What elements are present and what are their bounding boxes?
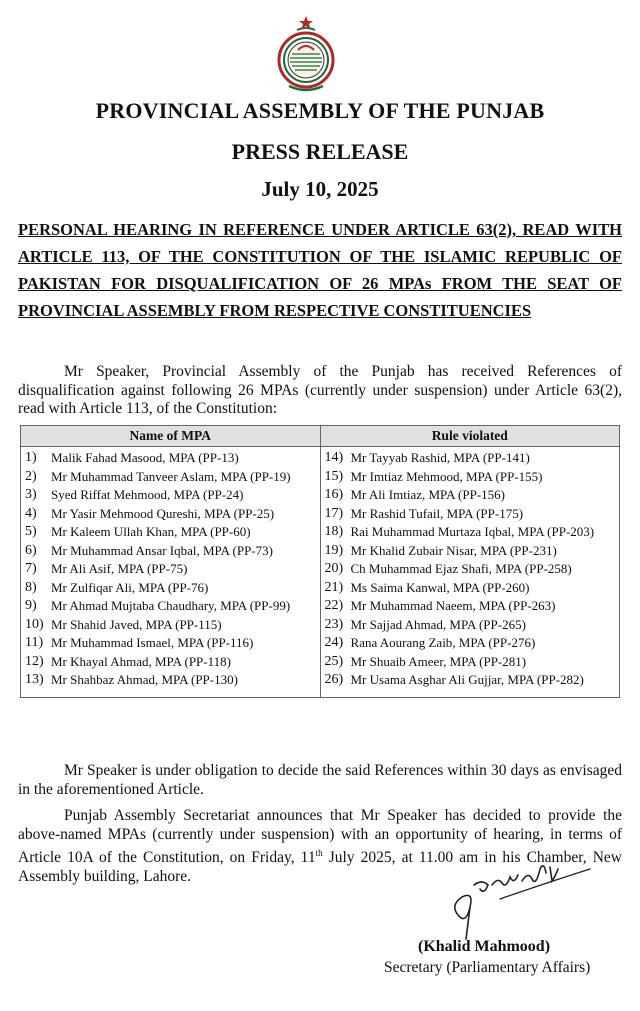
mpa-name: Mr Shahbaz Ahmad, MPA (PP-130) xyxy=(51,672,238,687)
mpa-name: Mr Yasir Mehmood Qureshi, MPA (PP-25) xyxy=(51,505,275,521)
release-date: July 10, 2025 xyxy=(261,177,379,201)
mpa-name: Ms Saima Kanwal, MPA (PP-260) xyxy=(350,579,530,595)
list-item xyxy=(25,487,314,503)
mpa-list-left xyxy=(21,447,321,698)
item-number: 26) xyxy=(324,672,344,687)
mpa-name: Mr Muhammad Ansar Iqbal, MPA (PP-73) xyxy=(51,542,273,558)
item-number: 9) xyxy=(25,598,37,613)
item-number: 10) xyxy=(25,616,44,632)
item-number: 11) xyxy=(25,635,44,650)
list-item xyxy=(325,580,614,596)
obligation-paragraph: Mr Speaker is under obligation to decide the said References within 30 days as envisaged in the aforementioned Article. xyxy=(18,762,622,798)
list-item xyxy=(25,469,314,485)
item-number: 17) xyxy=(324,505,344,521)
mpa-table xyxy=(20,425,620,698)
mpa-name: Mr Kaleem Ullah Khan, MPA (PP-60) xyxy=(51,524,251,539)
list-item xyxy=(325,635,614,651)
list-item xyxy=(325,450,614,466)
item-number: 23) xyxy=(324,616,344,632)
list-item xyxy=(25,635,314,651)
item-number: 7) xyxy=(25,561,37,576)
list-item xyxy=(25,672,314,688)
mpa-name: Mr Shuaib Ameer, MPA (PP-281) xyxy=(350,653,527,669)
list-item xyxy=(25,450,314,466)
signatory-title: Secretary (Parliamentary Affairs) xyxy=(384,959,591,976)
mpa-name: Mr Ahmad Mujtaba Chaudhary, MPA (PP-99) xyxy=(51,598,291,613)
mpa-name: Mr Usama Asghar Ali Gujjar, MPA (PP-282) xyxy=(350,672,584,687)
list-item xyxy=(325,524,614,540)
mpa-name: Mr Rashid Tufail, MPA (PP-175) xyxy=(350,505,524,521)
ordinal-suffix: th xyxy=(315,848,323,858)
mpa-name: Mr Zulfiqar Ali, MPA (PP-76) xyxy=(51,579,209,595)
item-number: 12) xyxy=(25,653,44,669)
item-number: 8) xyxy=(25,579,37,595)
signatory-name: (Khalid Mahmood) xyxy=(418,938,551,955)
mpa-name: Rana Aourang Zaib, MPA (PP-276) xyxy=(350,635,536,650)
announcement-text-end: July 2025, at 11.00 am in his Chamber, New Assembly building, Lahore. xyxy=(18,849,622,885)
list-item xyxy=(325,598,614,614)
mpa-name: Mr Imtiaz Mehmood, MPA (PP-155) xyxy=(350,468,543,484)
list-item xyxy=(325,617,614,633)
mpa-name: Mr Muhammad Tanveer Aslam, MPA (PP-19) xyxy=(51,468,291,484)
press-release-heading: PRESS RELEASE xyxy=(231,139,409,164)
item-number: 2) xyxy=(25,468,37,484)
list-item xyxy=(325,487,614,503)
list-item xyxy=(325,469,614,485)
item-number: 14) xyxy=(324,450,344,465)
item-number: 3) xyxy=(25,487,37,502)
item-number: 1) xyxy=(25,450,37,465)
mpa-list-right xyxy=(320,447,620,698)
item-number: 21) xyxy=(324,579,344,595)
mpa-name: Mr Shahid Javed, MPA (PP-115) xyxy=(51,616,222,632)
list-item xyxy=(325,561,614,577)
item-number: 24) xyxy=(324,635,344,650)
mpa-name: Mr Sajjad Ahmad, MPA (PP-265) xyxy=(350,616,526,632)
mpa-name: Mr Muhammad Naeem, MPA (PP-263) xyxy=(350,598,556,613)
item-number: 15) xyxy=(324,468,344,484)
mpa-name: Mr Khayal Ahmad, MPA (PP-118) xyxy=(51,653,231,669)
mpa-name: Mr Khalid Zubair Nisar, MPA (PP-231) xyxy=(350,542,557,558)
mpa-name: Rai Muhammad Murtaza Iqbal, MPA (PP-203) xyxy=(350,524,595,539)
list-item xyxy=(25,506,314,522)
item-number: 18) xyxy=(324,524,344,539)
item-number: 25) xyxy=(324,653,344,669)
list-item xyxy=(25,543,314,559)
subject-heading: PERSONAL HEARING IN REFERENCE UNDER ARTICLE 63(2), READ WITH ARTICLE 113, OF THE CONSTITUTION OF THE ISLAMIC REPUBLIC OF PAKISTAN FOR DISQUALIFICATION OF 26 MPAs FROM THE SEAT OF PROVINCIAL ASSEMBLY FROM RESPECTIVE CONSTITUENCIES xyxy=(18,220,622,320)
list-item xyxy=(25,561,314,577)
mpa-name: Syed Riffat Mehmood, MPA (PP-24) xyxy=(51,487,244,502)
item-number: 22) xyxy=(324,598,344,613)
item-number: 5) xyxy=(25,524,37,539)
intro-paragraph: Mr Speaker, Provincial Assembly of the Punjab has received References of disqualification against following 26 MPAs (currently under suspension) under Article 63(2), read with Article 113, of the Constitution: xyxy=(18,363,622,417)
item-number: 19) xyxy=(324,542,344,558)
column-header-rule: Rule violated xyxy=(320,426,620,447)
mpa-name: Ch Muhammad Ejaz Shafi, MPA (PP-258) xyxy=(350,561,572,576)
handwritten-signature xyxy=(440,855,600,945)
announcement-text: Punjab Assembly Secretariat announces that Mr Speaker has decided to provide the above-named MPAs (currently under suspension) with an opportunity of hearing, in terms of Article 10A of the Constitution, on Friday, 11 xyxy=(18,807,622,867)
list-item xyxy=(25,580,314,596)
mpa-name: Malik Fahad Masood, MPA (PP-13) xyxy=(51,450,239,465)
list-item xyxy=(25,598,314,614)
mpa-name: Mr Muhammad Ismael, MPA (PP-116) xyxy=(51,635,254,650)
list-item xyxy=(325,654,614,670)
list-item xyxy=(25,617,314,633)
item-number: 16) xyxy=(324,487,344,502)
mpa-name: Mr Tayyab Rashid, MPA (PP-141) xyxy=(350,450,530,465)
item-number: 6) xyxy=(25,542,37,558)
assembly-emblem-logo xyxy=(275,14,337,98)
list-item xyxy=(325,543,614,559)
list-item xyxy=(325,672,614,688)
mpa-name: Mr Ali Imtiaz, MPA (PP-156) xyxy=(350,487,505,502)
assembly-title: PROVINCIAL ASSEMBLY OF THE PUNJAB xyxy=(95,98,545,123)
item-number: 4) xyxy=(25,505,37,521)
item-number: 13) xyxy=(25,672,44,687)
list-item xyxy=(25,524,314,540)
column-header-name: Name of MPA xyxy=(21,426,321,447)
list-item xyxy=(25,654,314,670)
item-number: 20) xyxy=(324,561,344,576)
list-item xyxy=(325,506,614,522)
mpa-name: Mr Ali Asif, MPA (PP-75) xyxy=(51,561,188,576)
